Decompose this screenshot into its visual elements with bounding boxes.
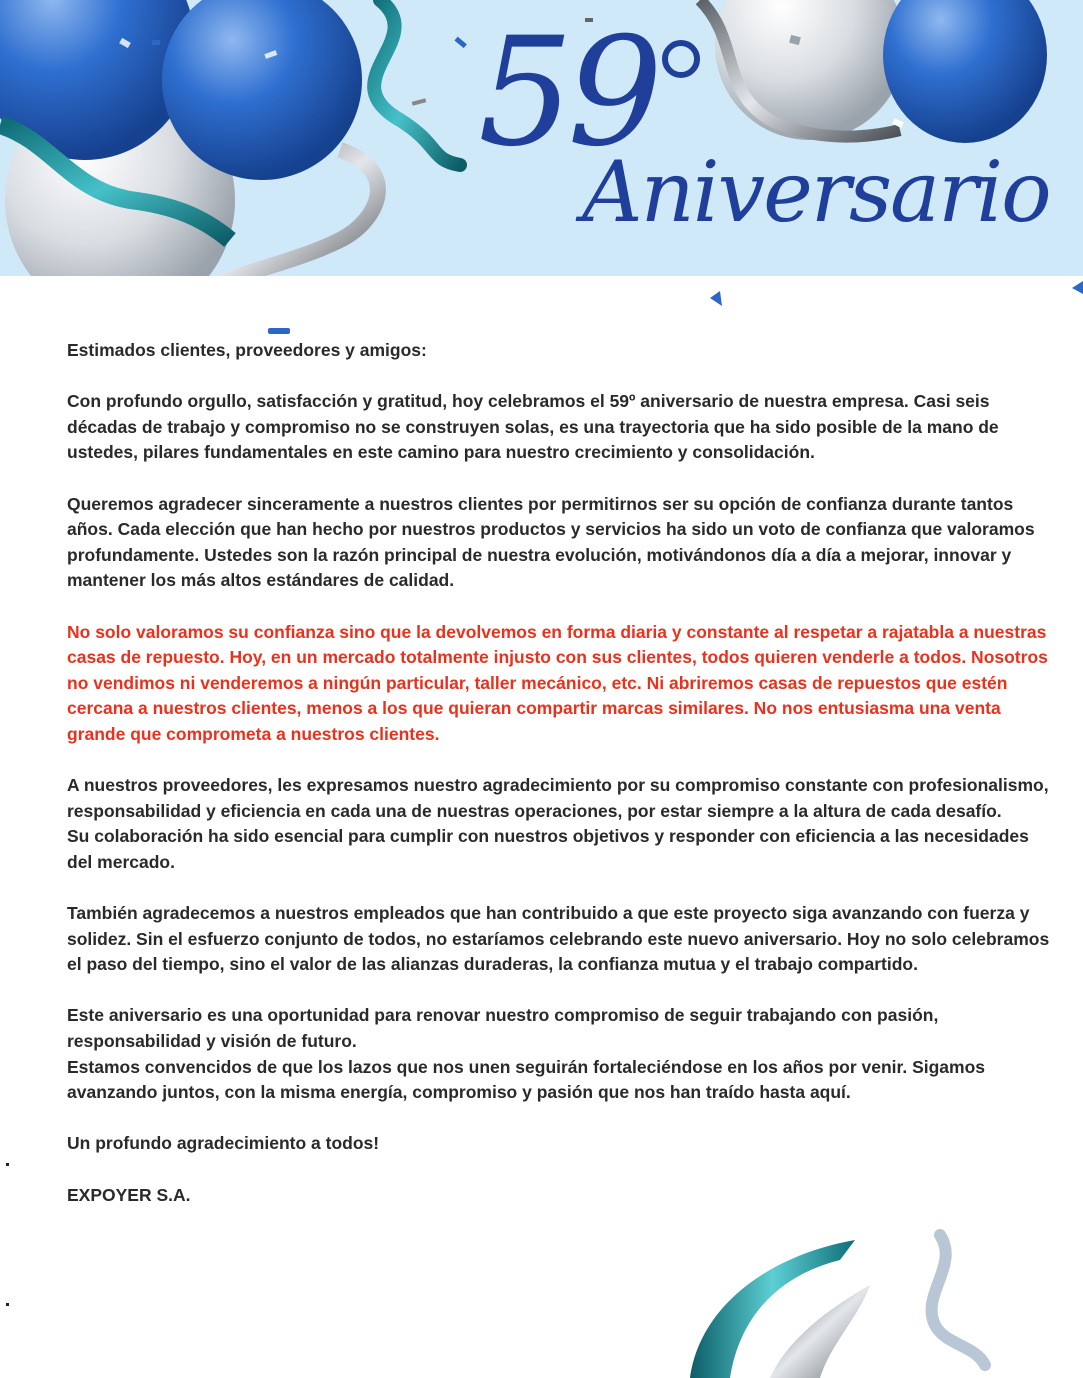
ribbon-decoration — [660, 1215, 1060, 1378]
paragraph-commitment-highlight: No solo valoramos su confianza sino que la devolvemos en forma diaria y constante al respetar a rajatabla a nuestras casas de repuesto. Hoy, en un mercado totalmente injusto con sus clientes, todos quieren venderle a todos. Nosotros no vendimos ni venderemos a ningún particular, taller mecánico, etc. Ni abriremos casas de repuestos que estén cercana a nuestros clientes, menos a los que quieran compartir marcas similares. No nos entusiasma una venta grande que comprometa a nuestros clientes. — [67, 621, 1048, 744]
anniversary-banner — [0, 0, 1083, 276]
paragraph-future: Estamos convencidos de que los lazos que nos unen seguirán fortaleciéndose en los años por venir. Sigamos avanzando juntos, con la misma energía, compromiso y pasión que nos han traído hasta aquí. — [67, 1056, 986, 1103]
paragraph-employees: También agradecemos a nuestros empleados que han contribuido a que este proyecto siga avanzando con fuerza y solidez. Sin el esfuerzo conjunto de todos, no estaríamos celebrando este nuevo aniversario. Hoy no solo celebramos el paso del tiempo, sino el valor de las alianzas duraderas, la confianza mutua y el trabajo compartido. — [67, 903, 1050, 975]
paragraph-anniversary: Con profundo orgullo, satisfacción y gratitud, hoy celebramos el 59º aniversario de nuestra empresa. Casi seis décadas de trabajo y compromiso no se construyen solas, es una trayectoria que ha sido posible de la mano de ustedes, pilares fundamentales en este camino para nuestro crecimiento y consolidación. — [67, 391, 999, 463]
closing-line: Un profundo agradecimiento a todos! — [67, 1133, 380, 1154]
paragraph-clients: Queremos agradecer sinceramente a nuestros clientes por permitirnos ser su opción de confianza durante tantos años. Cada elección que han hecho por nuestros productos y servicios ha sido un voto de confianza que valoramos profundamente. Ustedes son la razón principal de nuestra evolución, motivándonos día a día a mejorar, innovar y mantener los más altos estándares de calidad. — [67, 493, 1035, 591]
degree-symbol — [662, 40, 700, 78]
signature: EXPOYER S.A. — [67, 1184, 191, 1205]
paragraph-suppliers: A nuestros proveedores, les expresamos nuestro agradecimiento por su compromiso constante con profesionalismo, responsabilidad y eficiencia en cada una de nuestras operaciones, por estar siempre a la altura de cada desafío. — [67, 775, 1049, 821]
paragraph-suppliers-collaboration: Su colaboración ha sido esencial para cumplir con nuestros objetivos y responder con eficiencia a las necesidades del mercado. — [67, 826, 1029, 872]
edge-mark — [6, 1303, 9, 1306]
letter-body — [67, 338, 1057, 1234]
edge-mark — [6, 1163, 9, 1166]
anniversary-title: Aniversario — [582, 143, 1050, 241]
anniversary-number: 59 — [478, 6, 657, 180]
paragraph-renewal: Este aniversario es una oportunidad para renovar nuestro compromiso de seguir trabajando con pasión, responsabilidad y visión de futuro. — [67, 1005, 939, 1052]
greeting: Estimados clientes, proveedores y amigos: — [67, 340, 427, 360]
confetti-decoration — [0, 276, 1083, 336]
